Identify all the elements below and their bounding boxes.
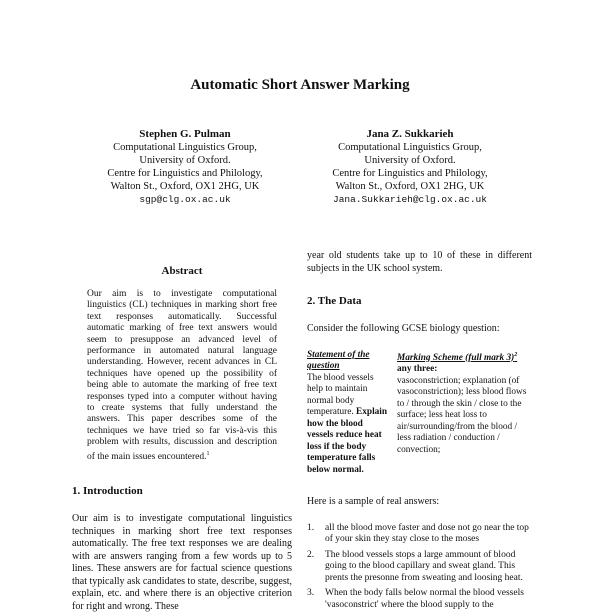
list-item: 1. all the blood move faster and dose not go near the top of your skin they stay close to the moses (307, 522, 529, 544)
author-affiliation: University of Oxford. (139, 155, 231, 166)
data-intro-text: Consider the following GCSE biology question: (307, 323, 500, 334)
author-email: Jana.Sukkarieh@clg.ox.ac.uk (333, 194, 487, 205)
left-column (72, 262, 292, 613)
scheme-any-three: any three: (397, 364, 438, 375)
sample-answers-list (307, 523, 532, 612)
scheme-column (397, 350, 532, 477)
author-block-2 (295, 128, 525, 206)
section-heading-data: 2. The Data (307, 295, 362, 307)
author-affiliation: Centre for Linguistics and Philology, (332, 168, 488, 179)
question-header: Statement of the question (307, 349, 370, 371)
sample-intro-text: Here is a sample of real answers: (307, 496, 440, 507)
author-block-1 (70, 128, 300, 206)
author-affiliation: Computational Linguistics Group, (338, 142, 482, 153)
list-item: 2. The blood vessels stops a large ammount of blood going to the blood capillary and sweat gland. This prents the presonne from sweating and loosing heat. (307, 549, 523, 583)
continued-text: year old students take up to 10 of these in different subjects in the UK school system. (307, 250, 532, 274)
question-text: The blood vessels help to maintain normal body temperature. Explain how the blood vessels reduce heat loss if the body temperature falls below normal. (307, 372, 388, 475)
scheme-text: vasoconstriction; explanation (of vasoconstriction); less blood flows to / through the skin / close to the surface; less heat loss to air/surrounding/from the blood / less radiation / conduction / convection; (397, 375, 527, 455)
scheme-header: Marking Scheme (full mark 3)$^2$ (397, 351, 518, 363)
list-item: 3. When the body falls below normal the blood vessels 'vasoconstrict' where the blood supply to the (307, 588, 524, 610)
paper-title: Automatic Short Answer Marking (190, 77, 410, 93)
introduction-text: Our aim is to investigate computational linguistics techniques in marking short free text responses automatically. The free text responses we are dealing with are answers ranging from a few words up to 5 lines. These answers are for factual science questions that typically ask candidates to state, describe, suggest, explain, etc. and where there is an objective criterion for right and wrong. These (72, 513, 292, 612)
author-address: Walton St., Oxford, OX1 2HG, UK (335, 181, 485, 192)
author-affiliation: Centre for Linguistics and Philology, (107, 168, 263, 179)
author-email: sgp@clg.ox.ac.uk (139, 194, 231, 205)
abstract-text: Our aim is to investigate computational linguistics (CL) techniques in marking short free text responses automatically. Successful automatic marking of free text answers would seem to presuppose an advanced level of performance in automated natural language understanding. However, recent advances in CL techniques have opened up the possibility of being able to automate the marking of free text responses typed into a computer without having to create systems that fully understand the answers. This paper describes some of the techniques we have tried so far vis-à-vis this problem with results, discussion and description of the main issues encountered.$^1$ (87, 289, 277, 462)
author-name: Stephen G. Pulman (139, 128, 231, 140)
author-address: Walton St., Oxford, OX1 2HG, UK (110, 181, 260, 192)
author-name: Jana Z. Sukkarieh (366, 128, 454, 140)
section-heading-introduction: 1. Introduction (72, 485, 143, 498)
right-column (307, 250, 532, 615)
question-column (307, 350, 389, 477)
footnote-mark: 1 (206, 450, 210, 457)
author-affiliation: Computational Linguistics Group, (113, 142, 257, 153)
question-scheme-table (307, 350, 532, 477)
abstract-heading: Abstract (161, 265, 203, 277)
author-affiliation: University of Oxford. (364, 155, 456, 166)
